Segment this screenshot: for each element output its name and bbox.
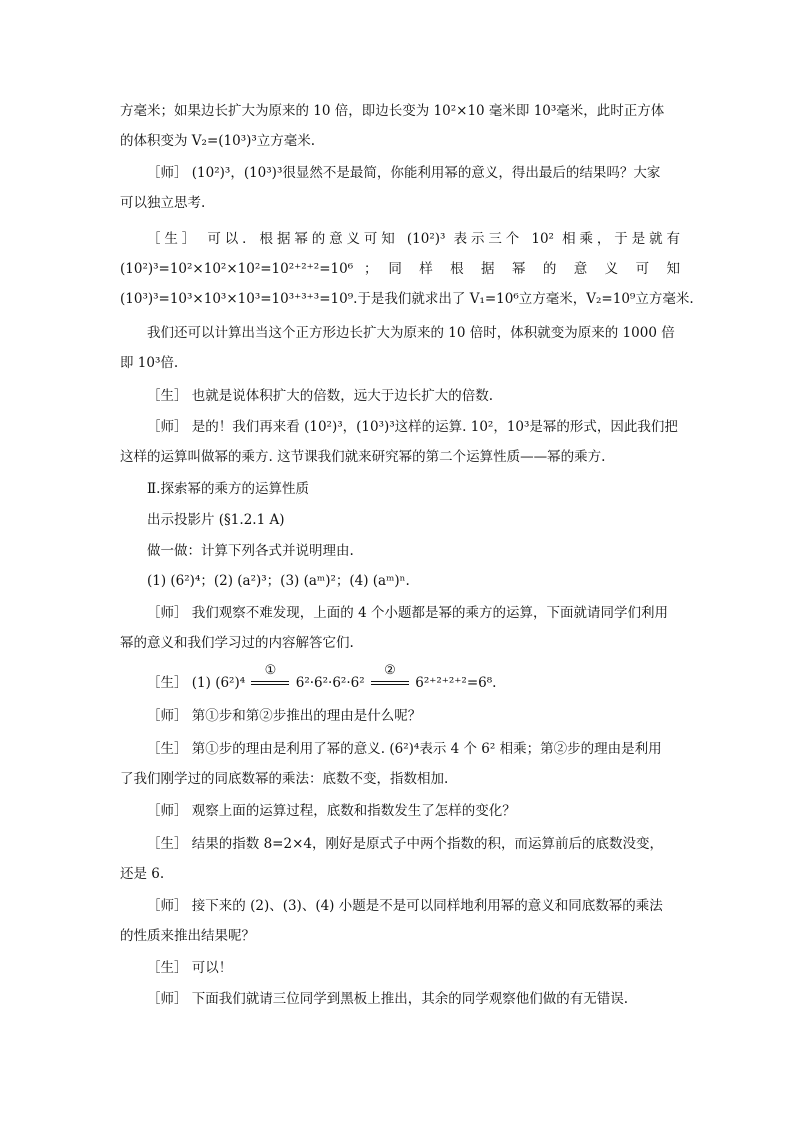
step-label-1: ① [264,663,277,678]
text-line: 幂的意义和我们学习过的内容解答它们. [120,635,354,651]
derivation-end: 6²⁺²⁺²⁺²=6⁸. [415,675,497,691]
student-line: ［生］ 结果的指数 8=2×4，刚好是原式子中两个指数的积，而运算前后的底数没变， [147,836,663,852]
text-line: 了我们刚学过的同底数幂的乘法：底数不变，指数相加. [120,771,449,787]
teacher-line: ［师］ 第①步和第②步推出的理由是什么呢？ [147,708,422,724]
student-line: ［生］ 第①步的理由是利用了幂的意义. (6²)⁴表示 4 个 6² 相乘；第②步的理由是利用 [147,741,662,757]
text-line: 方毫米；如果边长扩大为原来的 10 倍，即边长变为 10²×10 毫米即 10³毫米，此时正方体 [120,103,665,119]
exercise-list: (1) (6²)⁴；(2) (a²)³；(3) (aᵐ)²；(4) (aᵐ)ⁿ. [147,573,410,589]
teacher-line: ［师］ 接下来的 (2)、(3)、(4) 小题是不是可以同样地利用幂的意义和同底数幂的乘法 [147,898,663,914]
text-line: 我们还可以计算出当这个正方形边长扩大为原来的 10 倍时，体积就变为原来的 1000 倍 [147,325,675,341]
teacher-line: ［师］ 我们观察不难发现，上面的 4 个小题都是幂的乘方的运算，下面就请同学们利用 [147,605,668,621]
teacher-line: ［师］ 是的！我们再来看 (10²)³，(10³)³这样的运算. 10²，10³是幂的形式，因此我们把 [147,419,678,435]
formula-line: (10²)³=10²×10²×10²=10²⁺²⁺²=10⁶ ； 同 样 根 据 幂 的 意 义 可 知 [120,261,680,277]
student-line: ［生］ 也就是说体积扩大的倍数，远大于边长扩大的倍数. [147,388,494,404]
text-line: 即 10³倍. [120,355,179,371]
teacher-line: ［师］ 观察上面的运算过程，底数和指数发生了怎样的变化？ [147,803,516,819]
text-line: 还是 6. [120,866,165,882]
student-line: ［生］ 可以．根据幂的意义可知 (10²)³ 表示三个 10² 相乘，于是就有 [147,231,680,247]
text-line: 做一做：计算下列各式并说明理由. [147,543,354,559]
text-line: 出示投影片 (§1.2.1 A) [147,512,285,528]
text-line: 这样的运算叫做幂的乘方. 这节课我们就来研究幂的第二个运算性质——幂的乘方. [120,449,606,465]
text-line: 的性质来推出结果呢？ [120,928,255,944]
section-heading: Ⅱ.探索幂的乘方的运算性质 [147,481,309,497]
text-line: 可以独立思考. [120,195,206,211]
step-arrow-1 [251,663,289,693]
step-arrow-2 [371,663,409,693]
step-label-2: ② [384,663,396,678]
derivation-middle: 6²·6²·6²·6² [295,675,365,691]
formula-line: (10³)³=10³×10³×10³=10³⁺³⁺³=10⁹.于是我们就求出了 V₁=10⁶立方毫米，V₂=10⁹立方毫米. [120,291,694,307]
derivation-line [147,663,680,693]
text-line: 的体积变为 V₂=(10³)³立方毫米. [120,133,316,149]
derivation-start: ［生］ (1) (6²)⁴ [147,675,246,691]
teacher-line: ［师］ 下面我们就请三位同学到黑板上推出，其余的同学观察他们做的有无错误. [147,991,629,1007]
student-line: ［生］ 可以！ [147,960,233,976]
teacher-line: ［师］ (10²)³，(10³)³很显然不是最简，你能利用幂的意义，得出最后的结果吗？大家 [147,165,661,181]
